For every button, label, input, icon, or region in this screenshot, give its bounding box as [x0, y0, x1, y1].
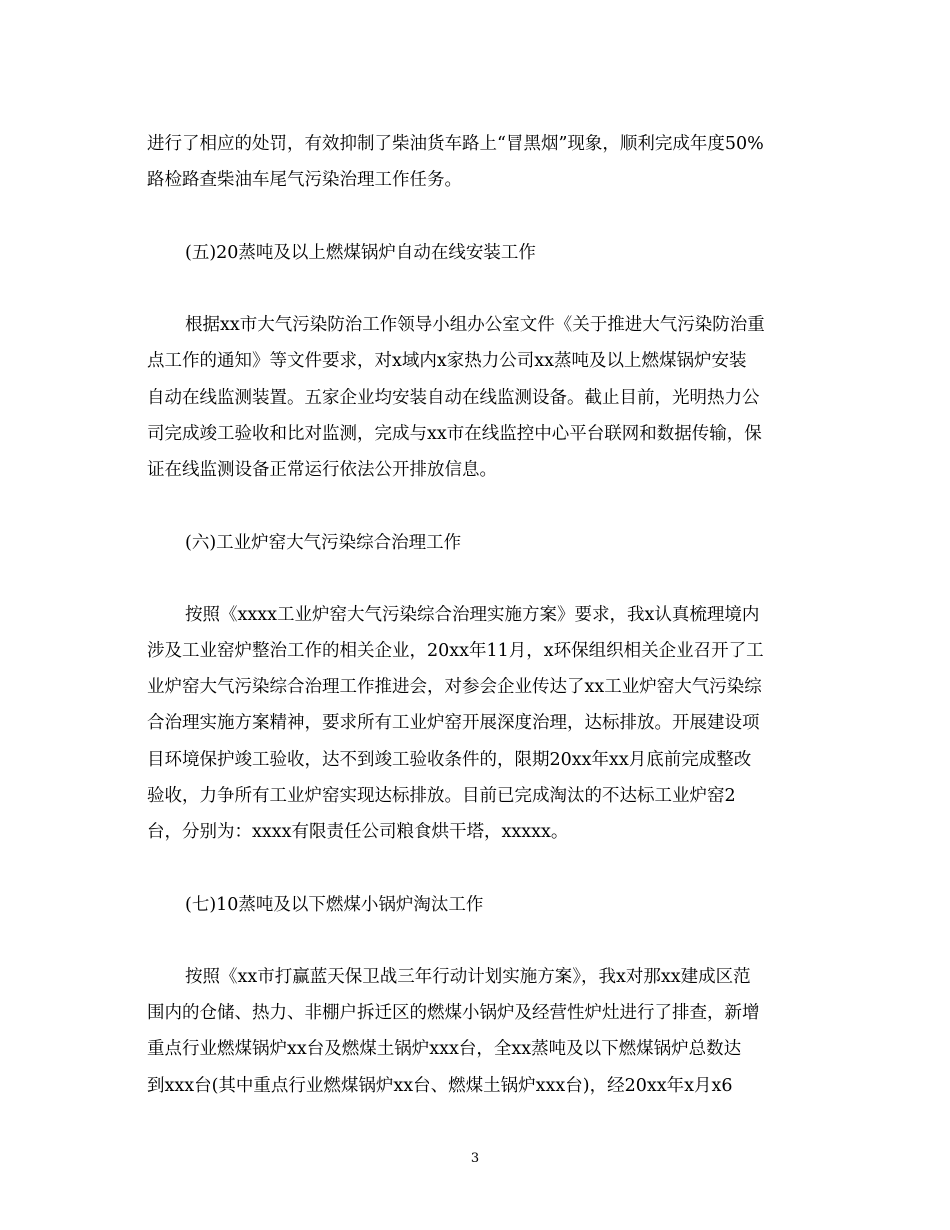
paragraph-line: 路检路查柴油车尾气污染治理工作任务。 [147, 170, 462, 190]
paragraph-line: 合治理实施方案精神，要求所有工业炉窑开展深度治理，达标排放。开展建设项 [147, 713, 760, 733]
paragraph-line: 验收，力争所有工业炉窑实现达标排放。目前已完成淘汰的不达标工业炉窑2 [147, 786, 736, 806]
section-heading-six: (六)工业炉窑大气污染综合治理工作 [185, 533, 462, 553]
section-heading-five: (五)20蒸吨及以上燃煤锅炉自动在线安装工作 [185, 243, 536, 263]
paragraph-line: 进行了相应的处罚，有效抑制了柴油货车路上“冒黑烟”现象，顺利完成年度50% [147, 134, 764, 154]
paragraph-line: 自动在线监测装置。五家企业均安装自动在线监测设备。截止目前，光明热力公 [147, 388, 760, 408]
paragraph-line: 重点行业燃煤锅炉xx台及燃煤土锅炉xxx台，全xx蒸吨及以下燃煤锅炉总数达 [147, 1039, 742, 1059]
paragraph-line: 点工作的通知》等文件要求，对x域内x家热力公司xx蒸吨及以上燃煤锅炉安装 [147, 351, 747, 371]
paragraph-line: 到xxx台(其中重点行业燃煤锅炉xx台、燃煤土锅炉xxx台)，经20xx年x月x6 [147, 1076, 733, 1096]
paragraph-line: 按照《xxxx工业炉窑大气污染综合治理实施方案》要求，我x认真梳理境内 [185, 605, 760, 625]
paragraph-line: 围内的仓储、热力、非棚户拆迁区的燃煤小锅炉及经营性炉灶进行了排查，新增 [147, 1003, 760, 1023]
paragraph-line: 目环境保护竣工验收，达不到竣工验收条件的，限期20xx年xx月底前完成整改 [147, 750, 752, 770]
paragraph-line: 涉及工业窑炉整治工作的相关企业，20xx年11月，x环保组织相关企业召开了工 [147, 641, 764, 661]
paragraph-line: 司完成竣工验收和比对监测，完成与xx市在线监控中心平台联网和数据传输，保 [147, 424, 762, 444]
section-heading-seven: (七)10蒸吨及以下燃煤小锅炉淘汰工作 [185, 895, 484, 915]
paragraph-line: 台，分别为：xxxx有限责任公司粮食烘干塔，xxxxx。 [147, 822, 569, 842]
paragraph-line: 根据xx市大气污染防治工作领导小组办公室文件《关于推进大气污染防治重 [185, 315, 765, 335]
paragraph-line: 证在线监测设备正常运行依法公开排放信息。 [147, 460, 497, 480]
paragraph-line: 按照《xx市打赢蓝天保卫战三年行动计划实施方案》，我x对那xx建成区范 [185, 967, 751, 987]
page-number: 3 [470, 1151, 480, 1166]
paragraph-line: 业炉窑大气污染综合治理工作推进会，对参会企业传达了xx工业炉窑大气污染综 [147, 677, 762, 697]
